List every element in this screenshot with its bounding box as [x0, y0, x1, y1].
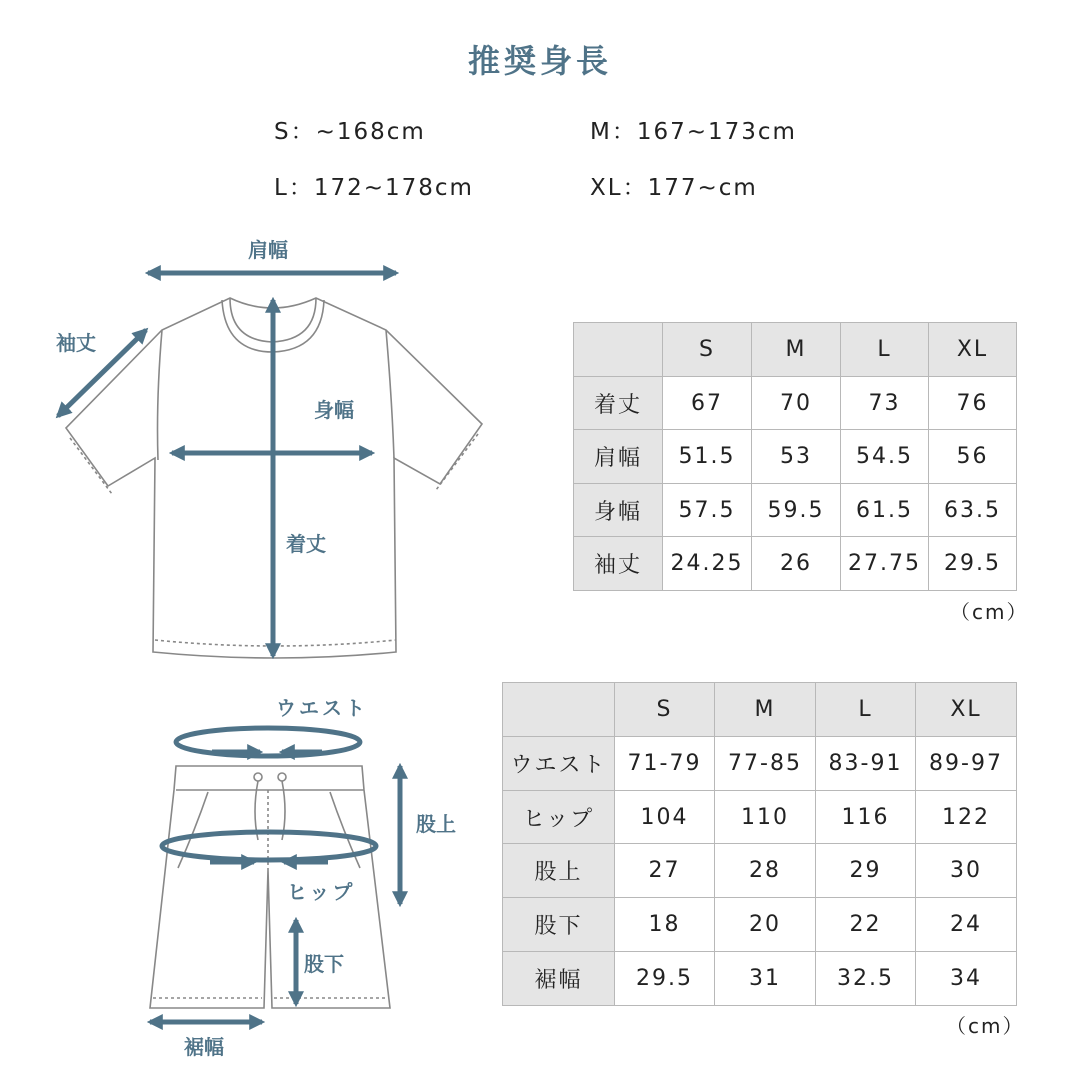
- table-header-row: [503, 683, 1017, 737]
- table-cell: 89-97: [916, 737, 1017, 791]
- table-cell: 116: [816, 791, 916, 844]
- shirt-table-unit: （cm）: [950, 600, 1029, 624]
- table-cell: 24: [916, 898, 1017, 952]
- table-cell: 73: [841, 377, 929, 430]
- label-hem-width: 裾幅: [184, 1035, 224, 1059]
- column-header: XL: [916, 683, 1017, 737]
- table-cell: 63.5: [929, 484, 1017, 537]
- column-header: L: [816, 683, 916, 737]
- label-inseam: 股下: [304, 952, 344, 976]
- table-cell: 34: [916, 952, 1017, 1006]
- column-header: M: [752, 323, 841, 377]
- table-cell: 110: [715, 791, 816, 844]
- table-cell: 22: [816, 898, 916, 952]
- table-row: [503, 898, 1017, 952]
- table-row: [574, 430, 1017, 484]
- row-header: ヒップ: [503, 791, 615, 844]
- table-row: [503, 844, 1017, 898]
- table-row: [503, 791, 1017, 844]
- table-cell: 31: [715, 952, 816, 1006]
- table-cell: 59.5: [752, 484, 841, 537]
- table-cell: 51.5: [663, 430, 752, 484]
- row-header: ウエスト: [503, 737, 615, 791]
- row-header: 肩幅: [574, 430, 663, 484]
- table-cell: 28: [715, 844, 816, 898]
- label-body-length: 着丈: [286, 532, 326, 556]
- row-header: 身幅: [574, 484, 663, 537]
- table-cell: 53: [752, 430, 841, 484]
- table-cell: 122: [916, 791, 1017, 844]
- table-cell: 27.75: [841, 537, 929, 591]
- table-cell: 70: [752, 377, 841, 430]
- table-cell: 29.5: [615, 952, 715, 1006]
- label-waist: ウエスト: [276, 696, 368, 720]
- table-cell: 71-79: [615, 737, 715, 791]
- row-header: 着丈: [574, 377, 663, 430]
- height-l: L：172~178cm: [274, 175, 474, 201]
- table-cell: 26: [752, 537, 841, 591]
- label-sleeve-length: 袖丈: [56, 331, 96, 355]
- column-header: L: [841, 323, 929, 377]
- row-header: 股下: [503, 898, 615, 952]
- table-cell: 67: [663, 377, 752, 430]
- table-cell: 57.5: [663, 484, 752, 537]
- table-corner: [503, 683, 615, 737]
- table-cell: 20: [715, 898, 816, 952]
- table-header-row: [574, 323, 1017, 377]
- table-row: [574, 537, 1017, 591]
- table-cell: 61.5: [841, 484, 929, 537]
- column-header: S: [615, 683, 715, 737]
- table-row: [574, 484, 1017, 537]
- height-s: S：~168cm: [274, 119, 426, 145]
- table-cell: 77-85: [715, 737, 816, 791]
- waist-ring: [176, 728, 360, 756]
- table-row: [503, 737, 1017, 791]
- row-header: 股上: [503, 844, 615, 898]
- table-cell: 24.25: [663, 537, 752, 591]
- shirt-size-table: [573, 322, 1017, 591]
- table-cell: 27: [615, 844, 715, 898]
- column-header: XL: [929, 323, 1017, 377]
- row-header: 袖丈: [574, 537, 663, 591]
- table-cell: 30: [916, 844, 1017, 898]
- label-rise: 股上: [416, 812, 456, 836]
- label-shoulder-width: 肩幅: [248, 238, 288, 262]
- table-cell: 18: [615, 898, 715, 952]
- table-cell: 83-91: [816, 737, 916, 791]
- table-cell: 54.5: [841, 430, 929, 484]
- pants-table-unit: （cm）: [946, 1014, 1025, 1038]
- height-xl: XL：177~cm: [590, 175, 758, 201]
- table-row: [574, 377, 1017, 430]
- height-m: M：167~173cm: [590, 119, 797, 145]
- table-cell: 32.5: [816, 952, 916, 1006]
- table-cell: 29.5: [929, 537, 1017, 591]
- label-body-width: 身幅: [314, 398, 354, 422]
- column-header: M: [715, 683, 816, 737]
- row-header: 裾幅: [503, 952, 615, 1006]
- label-hip: ヒップ: [287, 880, 356, 904]
- table-cell: 104: [615, 791, 715, 844]
- page-title: 推奨身長: [467, 42, 612, 80]
- table-cell: 76: [929, 377, 1017, 430]
- pants-size-table: [502, 682, 1017, 1006]
- column-header: S: [663, 323, 752, 377]
- table-corner: [574, 323, 663, 377]
- table-cell: 56: [929, 430, 1017, 484]
- table-row: [503, 952, 1017, 1006]
- table-cell: 29: [816, 844, 916, 898]
